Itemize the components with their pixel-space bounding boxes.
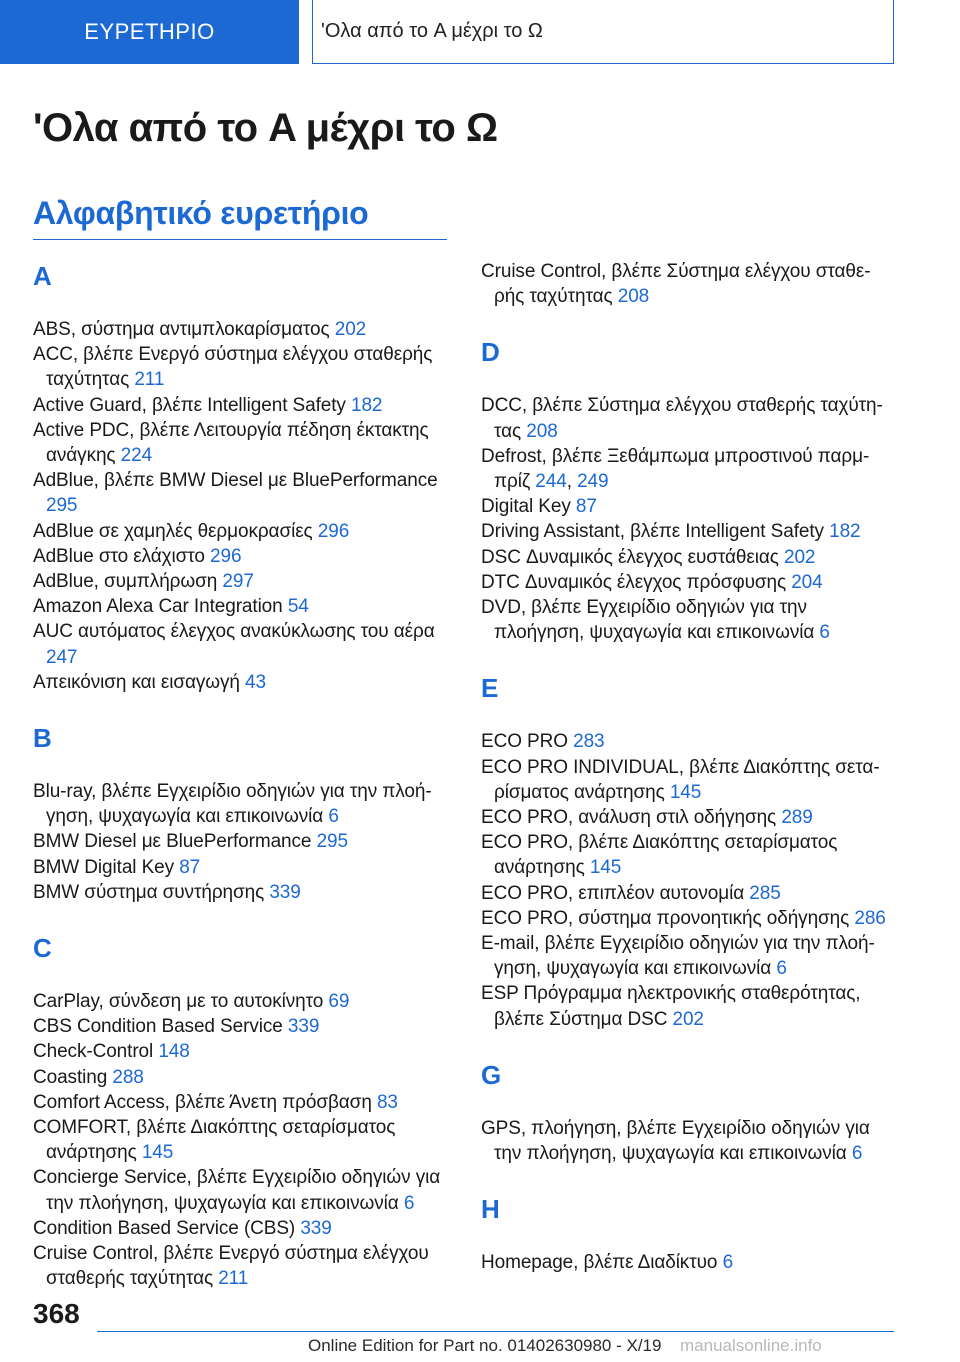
page-link[interactable]: 6	[851, 1143, 863, 1165]
entries-e	[481, 729, 893, 1031]
index-entry: COMFORT, βλέπε Διακόπτης σεταρίσματος ανάρτησης 145	[33, 1117, 396, 1164]
page-link[interactable]: 247	[46, 646, 78, 668]
page-link[interactable]: 211	[134, 369, 165, 391]
index-entry: AdBlue, συμπλήρωση 297	[33, 571, 254, 593]
page-link[interactable]: 297	[222, 571, 254, 593]
index-entry: BMW Digital Key 87	[33, 856, 201, 878]
index-entry: Condition Based Service (CBS) 339	[33, 1217, 332, 1239]
entries-c	[33, 989, 445, 1291]
entries-c-continued	[481, 259, 893, 309]
page-link[interactable]: 87	[575, 496, 597, 518]
page-link[interactable]: 208	[526, 420, 558, 442]
edition-note: Online Edition for Part no. 01402630980 - X/19	[308, 1336, 662, 1355]
page-link[interactable]: 145	[669, 781, 702, 803]
index-entry: CarPlay, σύνδεση με το αυτοκίνητο 69	[33, 991, 350, 1013]
page-link[interactable]: 43	[245, 671, 266, 693]
index-entry: AdBlue, βλέπε BMW Diesel με BluePerformance 295	[33, 470, 438, 517]
page-link[interactable]: 339	[269, 881, 301, 903]
index-entry: ECO PRO, βλέπε Διακόπτης σεταρίσματος ανάρτησης 145	[481, 832, 838, 879]
letter-heading-b: B	[33, 723, 52, 754]
index-column-right	[481, 259, 893, 1275]
page-title: 'Ολα από το A μέχρι το Ω	[33, 106, 498, 150]
index-tab[interactable]: ΕΥΡΕΤΗΡΙΟ	[0, 0, 299, 64]
index-entry: DVD, βλέπε Εγχειρίδιο οδηγιών για την πλοήγηση, ψυχαγωγία και επικοινωνία 6	[481, 597, 830, 644]
index-entry: Active Guard, βλέπε Intelligent Safety 182	[33, 394, 383, 416]
page-link[interactable]: 182	[351, 394, 383, 416]
page-link[interactable]: 283	[573, 731, 605, 753]
page-link[interactable]: 296	[210, 545, 242, 567]
index-entry: Defrost, βλέπε Ξεθάμπωμα μπροστινού παρμπρίζ 244, 249	[481, 445, 870, 493]
index-entry: Απεικόνιση και εισαγωγή 43	[33, 671, 266, 693]
index-entry: ESP Πρόγραμμα ηλεκτρονικής σταθερότητας, βλέπε Σύστημα DSC 202	[481, 983, 861, 1030]
page-link[interactable]: 208	[617, 286, 650, 308]
page-link[interactable]: 54	[287, 596, 309, 618]
footer-divider	[97, 1331, 894, 1332]
index-entry: Comfort Access, βλέπε Άνετη πρόσβαση 83	[33, 1091, 398, 1113]
index-entry: Concierge Service, βλέπε Εγχειρίδιο οδηγιών για την πλοήγηση, ψυχαγωγία και επικοινωνία 6	[33, 1167, 441, 1214]
page-link[interactable]: 87	[179, 856, 201, 878]
letter-heading-h: H	[481, 1194, 500, 1225]
index-entry: Check-Control 148	[33, 1041, 190, 1063]
page-link[interactable]: 204	[791, 571, 823, 593]
index-entry: Digital Key 87	[481, 496, 597, 518]
page-link[interactable]: 69	[328, 991, 350, 1013]
page-link[interactable]: 6	[328, 806, 339, 828]
index-entry: ABS, σύστημα αντιμπλοκαρίσματος 202	[33, 319, 367, 340]
letter-heading-g: G	[481, 1059, 502, 1090]
page-link[interactable]: 202	[334, 319, 367, 340]
index-entry: Blu-ray, βλέπε Εγχειρίδιο οδηγιών για την πλοήγηση, ψυχαγωγία και επικοινωνία 6	[33, 781, 432, 828]
letter-heading-d: D	[481, 337, 500, 368]
page-link[interactable]: 288	[112, 1066, 144, 1088]
watermark: manualsonline.info	[680, 1336, 822, 1355]
index-entry: Cruise Control, βλέπε Σύστημα ελέγχου σταθερής ταχύτητας 208	[481, 261, 871, 308]
page-link[interactable]: 295	[46, 495, 78, 517]
page-link[interactable]: 202	[784, 546, 816, 568]
index-entry: ACC, βλέπε Ενεργό σύστημα ελέγχου σταθερής ταχύτητας 211	[33, 344, 433, 391]
page-link[interactable]: 145	[589, 857, 622, 879]
index-entry: Cruise Control, βλέπε Ενεργό σύστημα ελέγχου σταθερής ταχύτητας 211	[33, 1243, 429, 1290]
index-entry: GPS, πλοήγηση, βλέπε Εγχειρίδιο οδηγιών για την πλοήγηση, ψυχαγωγία και επικοινωνία 6	[481, 1117, 870, 1165]
index-entry: CBS Condition Based Service 339	[33, 1016, 320, 1038]
page-link[interactable]: 148	[158, 1041, 190, 1063]
page-link[interactable]: 224	[120, 445, 153, 467]
letter-heading-e: E	[481, 673, 499, 704]
index-entry: ECO PRO INDIVIDUAL, βλέπε Διακόπτης σεταρίσματος ανάρτησης 145	[481, 756, 880, 803]
index-entry: BMW Diesel με BluePerformance 295	[33, 831, 348, 853]
index-entry: AUC αυτόματος έλεγχος ανακύκλωσης του αέρα 247	[33, 621, 435, 668]
letter-heading-c: C	[33, 933, 52, 964]
index-entry: Amazon Alexa Car Integration 54	[33, 596, 309, 618]
page-link[interactable]: 6	[403, 1192, 415, 1214]
page-link[interactable]: 83	[376, 1091, 398, 1113]
page-link[interactable]: 249	[577, 471, 609, 493]
index-column-left	[33, 259, 445, 1292]
index-entry: DTC Δυναμικός έλεγχος πρόσφυσης 204	[481, 571, 823, 593]
page-link[interactable]: 286	[854, 907, 886, 929]
page-link[interactable]: 6	[819, 622, 830, 644]
index-entry: ECO PRO 283	[481, 731, 605, 753]
index-entry: Homepage, βλέπε Διαδίκτυο 6	[481, 1252, 734, 1274]
index-entry: DSC Δυναμικός έλεγχος ευστάθειας 202	[481, 546, 816, 568]
page-link[interactable]: 296	[317, 520, 350, 542]
page-link[interactable]: 145	[141, 1142, 174, 1164]
subtitle-divider	[33, 239, 447, 240]
page-link[interactable]: 6	[722, 1252, 734, 1274]
page-link[interactable]: 339	[300, 1217, 332, 1239]
index-entry: ECO PRO, σύστημα προνοητικής οδήγησης 286	[481, 907, 886, 929]
entries-d	[481, 393, 893, 645]
page-link[interactable]: 289	[781, 807, 813, 829]
page-link[interactable]: 244	[535, 471, 567, 493]
page-number: 368	[33, 1298, 80, 1329]
index-entry: BMW σύστημα συντήρησης 339	[33, 881, 301, 903]
page-link[interactable]: 6	[776, 958, 787, 980]
page-link[interactable]: 202	[672, 1008, 704, 1030]
page-link[interactable]: 211	[218, 1268, 249, 1290]
index-entry: AdBlue σε χαμηλές θερμοκρασίες 296	[33, 520, 350, 542]
index-entry: DCC, βλέπε Σύστημα ελέγχου σταθερής ταχύτητας 208	[481, 395, 883, 442]
index-entry: E-mail, βλέπε Εγχειρίδιο οδηγιών για την πλοήγηση, ψυχαγωγία και επικοινωνία 6	[481, 933, 875, 980]
breadcrumb: 'Ολα από το A μέχρι το Ω	[312, 0, 894, 64]
page-link[interactable]: 295	[316, 831, 348, 853]
index-entry: ECO PRO, επιπλέον αυτονομία 285	[481, 882, 781, 904]
page-link[interactable]: 285	[749, 882, 781, 904]
letter-heading-a: A	[33, 261, 52, 291]
entries-b	[33, 779, 445, 905]
entries-h	[481, 1250, 893, 1275]
page-link[interactable]: 182	[829, 521, 861, 543]
index-entry: AdBlue στο ελάχιστο 296	[33, 545, 242, 567]
index-entry: Active PDC, βλέπε Λειτουργία πέδηση έκτακτης ανάγκης 224	[33, 419, 429, 467]
page-link[interactable]: 339	[287, 1016, 320, 1038]
index-entry: Coasting 288	[33, 1066, 144, 1088]
entries-g	[481, 1116, 893, 1166]
index-entry: ECO PRO, ανάλυση στιλ οδήγησης 289	[481, 807, 813, 829]
index-entry: Driving Assistant, βλέπε Intelligent Safety 182	[481, 521, 861, 543]
section-subtitle: Αλφαβητικό ευρετήριο	[33, 195, 369, 231]
entries-a	[33, 317, 445, 695]
